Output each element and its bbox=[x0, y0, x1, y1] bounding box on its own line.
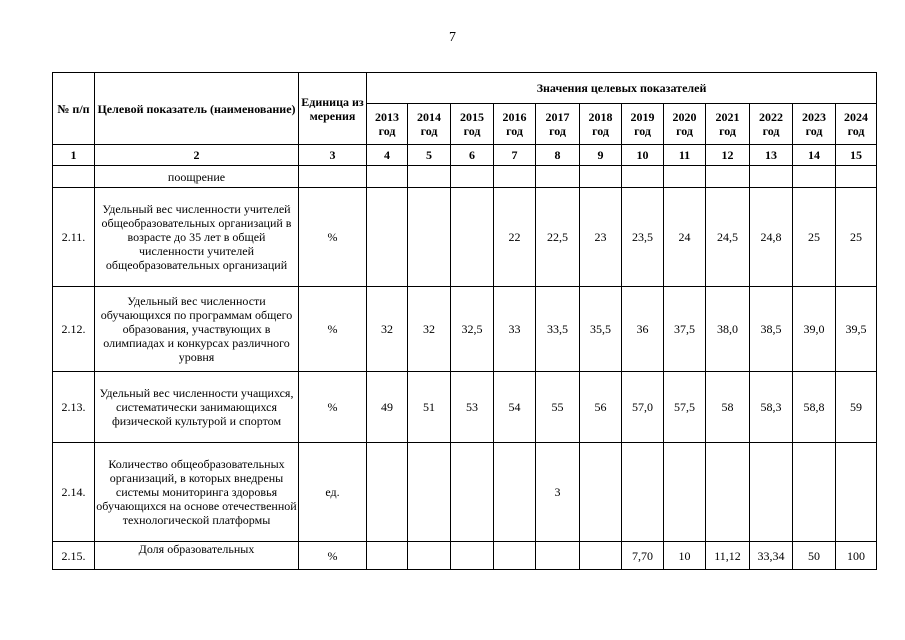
value-cell bbox=[580, 542, 622, 570]
value-cell: 10 bbox=[664, 542, 706, 570]
value-cell: 33 bbox=[494, 287, 536, 372]
column-number: 13 bbox=[750, 145, 793, 166]
value-cell: 58,3 bbox=[750, 372, 793, 443]
value-cell bbox=[706, 166, 750, 188]
value-cell bbox=[451, 166, 494, 188]
value-cell: 50 bbox=[793, 542, 836, 570]
value-cell bbox=[622, 443, 664, 542]
value-cell bbox=[451, 443, 494, 542]
indicator-name: поощрение bbox=[95, 166, 299, 188]
value-cell: 58,8 bbox=[793, 372, 836, 443]
page-number: 7 bbox=[449, 30, 456, 45]
column-number: 1 bbox=[53, 145, 95, 166]
value-cell: 11,12 bbox=[706, 542, 750, 570]
value-cell: 54 bbox=[494, 372, 536, 443]
header-year: 2016 год bbox=[494, 104, 536, 145]
column-number-row bbox=[53, 145, 877, 166]
table-row bbox=[53, 542, 877, 570]
value-cell bbox=[494, 443, 536, 542]
header-year: 2015 год bbox=[451, 104, 494, 145]
value-cell bbox=[408, 188, 451, 287]
header-year: 2019 год bbox=[622, 104, 664, 145]
row-number: 2.11. bbox=[53, 188, 95, 287]
indicator-name: Удельный вес численности учащихся, систематически занимающихся физической культурой и спортом bbox=[95, 372, 299, 443]
value-cell: 58 bbox=[706, 372, 750, 443]
value-cell bbox=[793, 166, 836, 188]
table-row bbox=[53, 166, 877, 188]
column-number: 9 bbox=[580, 145, 622, 166]
value-cell: 59 bbox=[836, 372, 877, 443]
header-unit: Единица измерения bbox=[299, 73, 367, 145]
column-number: 14 bbox=[793, 145, 836, 166]
column-number: 2 bbox=[95, 145, 299, 166]
row-number: 2.14. bbox=[53, 443, 95, 542]
header-year: 2020 год bbox=[664, 104, 706, 145]
value-cell: 36 bbox=[622, 287, 664, 372]
value-cell bbox=[536, 542, 580, 570]
unit-cell: % bbox=[299, 188, 367, 287]
value-cell bbox=[836, 166, 877, 188]
table-row bbox=[53, 372, 877, 443]
value-cell: 33,34 bbox=[750, 542, 793, 570]
value-cell bbox=[408, 443, 451, 542]
indicator-name: Удельный вес численности обучающихся по программам общего образования, участвующих в олимпиадах и конкурсах различного уровня bbox=[95, 287, 299, 372]
column-number: 6 bbox=[451, 145, 494, 166]
row-number bbox=[53, 166, 95, 188]
value-cell: 39,5 bbox=[836, 287, 877, 372]
column-number: 15 bbox=[836, 145, 877, 166]
column-number: 10 bbox=[622, 145, 664, 166]
value-cell: 32,5 bbox=[451, 287, 494, 372]
value-cell bbox=[367, 166, 408, 188]
column-number: 7 bbox=[494, 145, 536, 166]
value-cell bbox=[622, 166, 664, 188]
value-cell bbox=[408, 166, 451, 188]
value-cell: 24,8 bbox=[750, 188, 793, 287]
value-cell: 25 bbox=[793, 188, 836, 287]
header-year: 2014 год bbox=[408, 104, 451, 145]
value-cell: 51 bbox=[408, 372, 451, 443]
value-cell bbox=[580, 166, 622, 188]
header-indicator: Целевой показатель (наименование) bbox=[95, 73, 299, 145]
value-cell bbox=[706, 443, 750, 542]
column-number: 12 bbox=[706, 145, 750, 166]
header-year: 2013 год bbox=[367, 104, 408, 145]
header-year: 2024 год bbox=[836, 104, 877, 145]
column-number: 11 bbox=[664, 145, 706, 166]
value-cell bbox=[580, 443, 622, 542]
value-cell bbox=[750, 166, 793, 188]
header-year: 2018 год bbox=[580, 104, 622, 145]
indicator-name: Доля образовательных bbox=[95, 542, 299, 570]
value-cell bbox=[451, 542, 494, 570]
value-cell bbox=[793, 443, 836, 542]
value-cell: 100 bbox=[836, 542, 877, 570]
table-row bbox=[53, 188, 877, 287]
column-number: 8 bbox=[536, 145, 580, 166]
column-number: 3 bbox=[299, 145, 367, 166]
header-num: № п/п bbox=[53, 73, 95, 145]
header-year: 2023 год bbox=[793, 104, 836, 145]
header-year: 2021 год bbox=[706, 104, 750, 145]
value-cell bbox=[367, 443, 408, 542]
unit-cell: % bbox=[299, 287, 367, 372]
value-cell: 57,5 bbox=[664, 372, 706, 443]
value-cell bbox=[536, 166, 580, 188]
column-number: 5 bbox=[408, 145, 451, 166]
value-cell: 25 bbox=[836, 188, 877, 287]
value-cell bbox=[750, 443, 793, 542]
value-cell bbox=[451, 188, 494, 287]
table-row bbox=[53, 443, 877, 542]
header-row-1 bbox=[53, 73, 877, 104]
value-cell: 23,5 bbox=[622, 188, 664, 287]
value-cell: 3 bbox=[536, 443, 580, 542]
row-number: 2.12. bbox=[53, 287, 95, 372]
value-cell bbox=[367, 542, 408, 570]
value-cell: 53 bbox=[451, 372, 494, 443]
unit-cell bbox=[299, 166, 367, 188]
value-cell: 37,5 bbox=[664, 287, 706, 372]
value-cell: 7,70 bbox=[622, 542, 664, 570]
header-values: Значения целевых показателей bbox=[367, 73, 877, 104]
unit-cell: % bbox=[299, 372, 367, 443]
table-row bbox=[53, 287, 877, 372]
indicator-name: Количество общеобразовательных организаций, в которых внедрены системы мониторинга здоровья обучающихся на основе отечественной технологической платформы bbox=[95, 443, 299, 542]
target-indicators-table bbox=[52, 72, 877, 570]
value-cell: 49 bbox=[367, 372, 408, 443]
value-cell bbox=[494, 542, 536, 570]
header-year: 2022 год bbox=[750, 104, 793, 145]
value-cell: 38,0 bbox=[706, 287, 750, 372]
value-cell: 24,5 bbox=[706, 188, 750, 287]
value-cell: 32 bbox=[408, 287, 451, 372]
value-cell: 35,5 bbox=[580, 287, 622, 372]
value-cell: 22 bbox=[494, 188, 536, 287]
value-cell: 22,5 bbox=[536, 188, 580, 287]
value-cell: 38,5 bbox=[750, 287, 793, 372]
header-year: 2017 год bbox=[536, 104, 580, 145]
value-cell: 39,0 bbox=[793, 287, 836, 372]
value-cell bbox=[664, 166, 706, 188]
value-cell: 56 bbox=[580, 372, 622, 443]
value-cell bbox=[494, 166, 536, 188]
indicator-name: Удельный вес численности учителей общеобразовательных организаций в возрасте до 35 лет в общей численности учителей общеобразовательных организаций bbox=[95, 188, 299, 287]
value-cell bbox=[836, 443, 877, 542]
value-cell bbox=[408, 542, 451, 570]
value-cell: 33,5 bbox=[536, 287, 580, 372]
value-cell bbox=[367, 188, 408, 287]
value-cell: 57,0 bbox=[622, 372, 664, 443]
value-cell: 23 bbox=[580, 188, 622, 287]
value-cell: 32 bbox=[367, 287, 408, 372]
value-cell bbox=[664, 443, 706, 542]
value-cell: 24 bbox=[664, 188, 706, 287]
row-number: 2.13. bbox=[53, 372, 95, 443]
value-cell: 55 bbox=[536, 372, 580, 443]
row-number: 2.15. bbox=[53, 542, 95, 570]
unit-cell: ед. bbox=[299, 443, 367, 542]
unit-cell: % bbox=[299, 542, 367, 570]
column-number: 4 bbox=[367, 145, 408, 166]
